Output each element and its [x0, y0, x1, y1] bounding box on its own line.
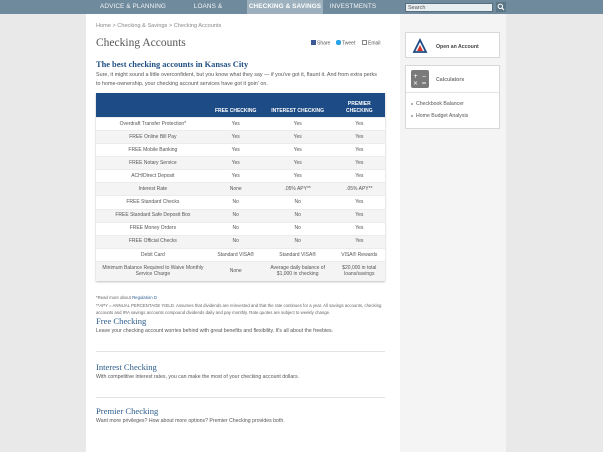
table-feature-cell: Overdraft Transfer Protection*	[96, 118, 210, 131]
home-budget-analysis-link[interactable]	[416, 113, 468, 119]
table-row	[96, 170, 385, 183]
table-value-cell: Standard VISA®	[262, 248, 334, 261]
table-value-cell: Yes	[334, 157, 385, 170]
email-share-button[interactable]	[362, 40, 381, 47]
table-value-cell: Standard VISA®	[210, 248, 262, 261]
facebook-share-button[interactable]	[311, 40, 330, 47]
table-value-cell: .05% APY**	[334, 183, 385, 196]
search-input[interactable]: Search	[405, 3, 493, 12]
table-value-cell: Yes	[262, 118, 334, 131]
table-feature-cell: FREE Official Checks	[96, 235, 210, 248]
twitter-tweet-button[interactable]	[336, 40, 355, 47]
table-value-cell: Yes	[334, 144, 385, 157]
tab-checking-savings[interactable]: CHECKING & SAVINGS	[247, 0, 323, 14]
page-title: Checking Accounts	[96, 37, 186, 49]
table-value-cell: No	[262, 209, 334, 222]
table-value-cell: Yes	[334, 222, 385, 235]
search-button[interactable]	[496, 2, 506, 12]
apy-note-line-1: **APY = ANNUAL PERCENTAGE YIELD. Assumes that dividends are reinvested and that the rate continues for a year. All savings accounts, checking	[96, 303, 382, 308]
open-account-label: Open an Account	[436, 44, 479, 50]
table-value-cell: Yes	[334, 131, 385, 144]
table-value-cell: Yes	[210, 131, 262, 144]
email-icon	[362, 40, 367, 45]
table-row	[96, 235, 385, 248]
table-value-cell: Yes	[334, 209, 385, 222]
table-row	[96, 183, 385, 196]
table-value-cell: Yes	[334, 196, 385, 209]
table-feature-cell: Interest Rate	[96, 183, 210, 196]
svg-text:+: +	[412, 73, 419, 80]
free-checking-text: Leave your checking account worries behind with great benefits and flexibility. It's all about the freebies.	[96, 328, 334, 334]
table-header-free: FREE CHECKING	[210, 93, 262, 118]
table-feature-cell: FREE Mobile Banking	[96, 144, 210, 157]
tab-advice-planning[interactable]: ADVICE & PLANNING	[100, 3, 166, 10]
table-feature-cell: Minimum Balance Required to Waive Monthly Service Charge	[96, 261, 210, 281]
calculator-icon	[411, 70, 429, 88]
table-value-cell: Average daily balance of $1,000 in checking	[262, 261, 334, 281]
section-divider	[96, 351, 385, 352]
table-value-cell: $20,000 in total loans/savings	[334, 261, 385, 281]
intro-text: Sure, it might sound a little overconfident, but you know what they say — if you've got it, flaunt it. And from extra perks to home-ownership, your checking account services have got it goin' on.	[96, 72, 377, 87]
table-row	[96, 196, 385, 209]
apy-note-line-2: accounts and IRA savings accounts compound dividends daily and pay monthly. Rate quotes are subject to weekly change.	[96, 310, 331, 315]
table-row	[96, 261, 385, 281]
table-feature-cell: FREE Notary Service	[96, 157, 210, 170]
regulation-note-text: *Read more about	[96, 295, 133, 300]
tab-loans-mortgages[interactable]: LOANS &	[193, 3, 223, 10]
svg-text:=: =	[421, 80, 427, 87]
section-divider	[96, 397, 385, 398]
search-icon	[496, 2, 506, 12]
checkbook-balancer-link[interactable]	[416, 101, 464, 107]
table-header-interest: INTEREST CHECKING	[262, 93, 334, 118]
interest-checking-text: With competitive interest rates, you can make the most of your checking account dollars.	[96, 374, 299, 380]
table-feature-cell: FREE Standard Checks	[96, 196, 210, 209]
table-value-cell: No	[210, 235, 262, 248]
table-value-cell: None	[210, 183, 262, 196]
table-value-cell: Yes	[210, 118, 262, 131]
table-row	[96, 222, 385, 235]
table-value-cell: None	[210, 261, 262, 281]
calculators-label: Calculators	[436, 77, 465, 83]
table-value-cell: Yes	[262, 144, 334, 157]
svg-text:×: ×	[412, 80, 419, 87]
table-header-premier: PREMIER CHECKING	[334, 93, 385, 118]
table-value-cell: Yes	[334, 170, 385, 183]
table-value-cell: Yes	[334, 118, 385, 131]
email-label: Email	[368, 40, 381, 47]
regulation-d-link[interactable]: Regulation D	[132, 295, 157, 300]
tab-investments[interactable]: INVESTMENTS	[329, 3, 377, 10]
table-header-feature	[96, 93, 210, 118]
table-value-cell: No	[210, 209, 262, 222]
table-value-cell: Yes	[210, 144, 262, 157]
open-account-icon	[411, 37, 429, 55]
table-value-cell: .05% APY**	[262, 183, 334, 196]
premier-checking-text: Want more privileges? How about more options? Premier Checking provides both.	[96, 418, 285, 424]
table-value-cell: No	[210, 222, 262, 235]
top-navigation	[0, 0, 603, 14]
premier-checking-title[interactable]: Premier Checking	[96, 406, 159, 416]
bullet-icon	[411, 115, 413, 117]
breadcrumb[interactable]: Home > Checking & Savings > Checking Accounts	[96, 23, 222, 29]
table-value-cell: No	[262, 222, 334, 235]
table-value-cell: Yes	[262, 157, 334, 170]
table-feature-cell: Debit Card	[96, 248, 210, 261]
facebook-icon	[311, 40, 316, 45]
tweet-label: Tweet	[342, 40, 356, 47]
table-value-cell: Yes	[334, 235, 385, 248]
free-checking-title[interactable]: Free Checking	[96, 316, 147, 326]
calculators-card	[405, 65, 500, 129]
table-value-cell: Yes	[210, 157, 262, 170]
table-row	[96, 118, 385, 131]
svg-text:−: −	[421, 73, 427, 80]
table-row	[96, 131, 385, 144]
twitter-icon	[336, 40, 341, 45]
intro-heading: The best checking accounts in Kansas City	[96, 60, 249, 69]
table-value-cell: No	[210, 196, 262, 209]
bullet-icon	[411, 103, 413, 105]
table-feature-cell: FREE Money Orders	[96, 222, 210, 235]
table-value-cell: VISA® Rewards	[334, 248, 385, 261]
table-feature-cell: ACH/Direct Deposit	[96, 170, 210, 183]
table-feature-cell: FREE Standard Safe Deposit Box	[96, 209, 210, 222]
open-account-card[interactable]	[405, 32, 500, 58]
table-value-cell: No	[262, 235, 334, 248]
table-value-cell: Yes	[210, 170, 262, 183]
table-row	[96, 157, 385, 170]
comparison-table	[96, 93, 385, 281]
table-value-cell: Yes	[262, 131, 334, 144]
table-value-cell: Yes	[262, 170, 334, 183]
table-feature-cell: FREE Online Bill Pay	[96, 131, 210, 144]
table-row	[96, 209, 385, 222]
share-label: Share	[317, 40, 331, 47]
regulation-note	[96, 295, 157, 300]
calculators-header	[406, 66, 499, 93]
table-value-cell: No	[262, 196, 334, 209]
checkbook-balancer-label: Checkbook Balancer	[416, 101, 464, 107]
table-row	[96, 144, 385, 157]
home-budget-analysis-label: Home Budget Analysis	[416, 113, 469, 119]
interest-checking-title[interactable]: Interest Checking	[96, 362, 157, 372]
table-row	[96, 248, 385, 261]
